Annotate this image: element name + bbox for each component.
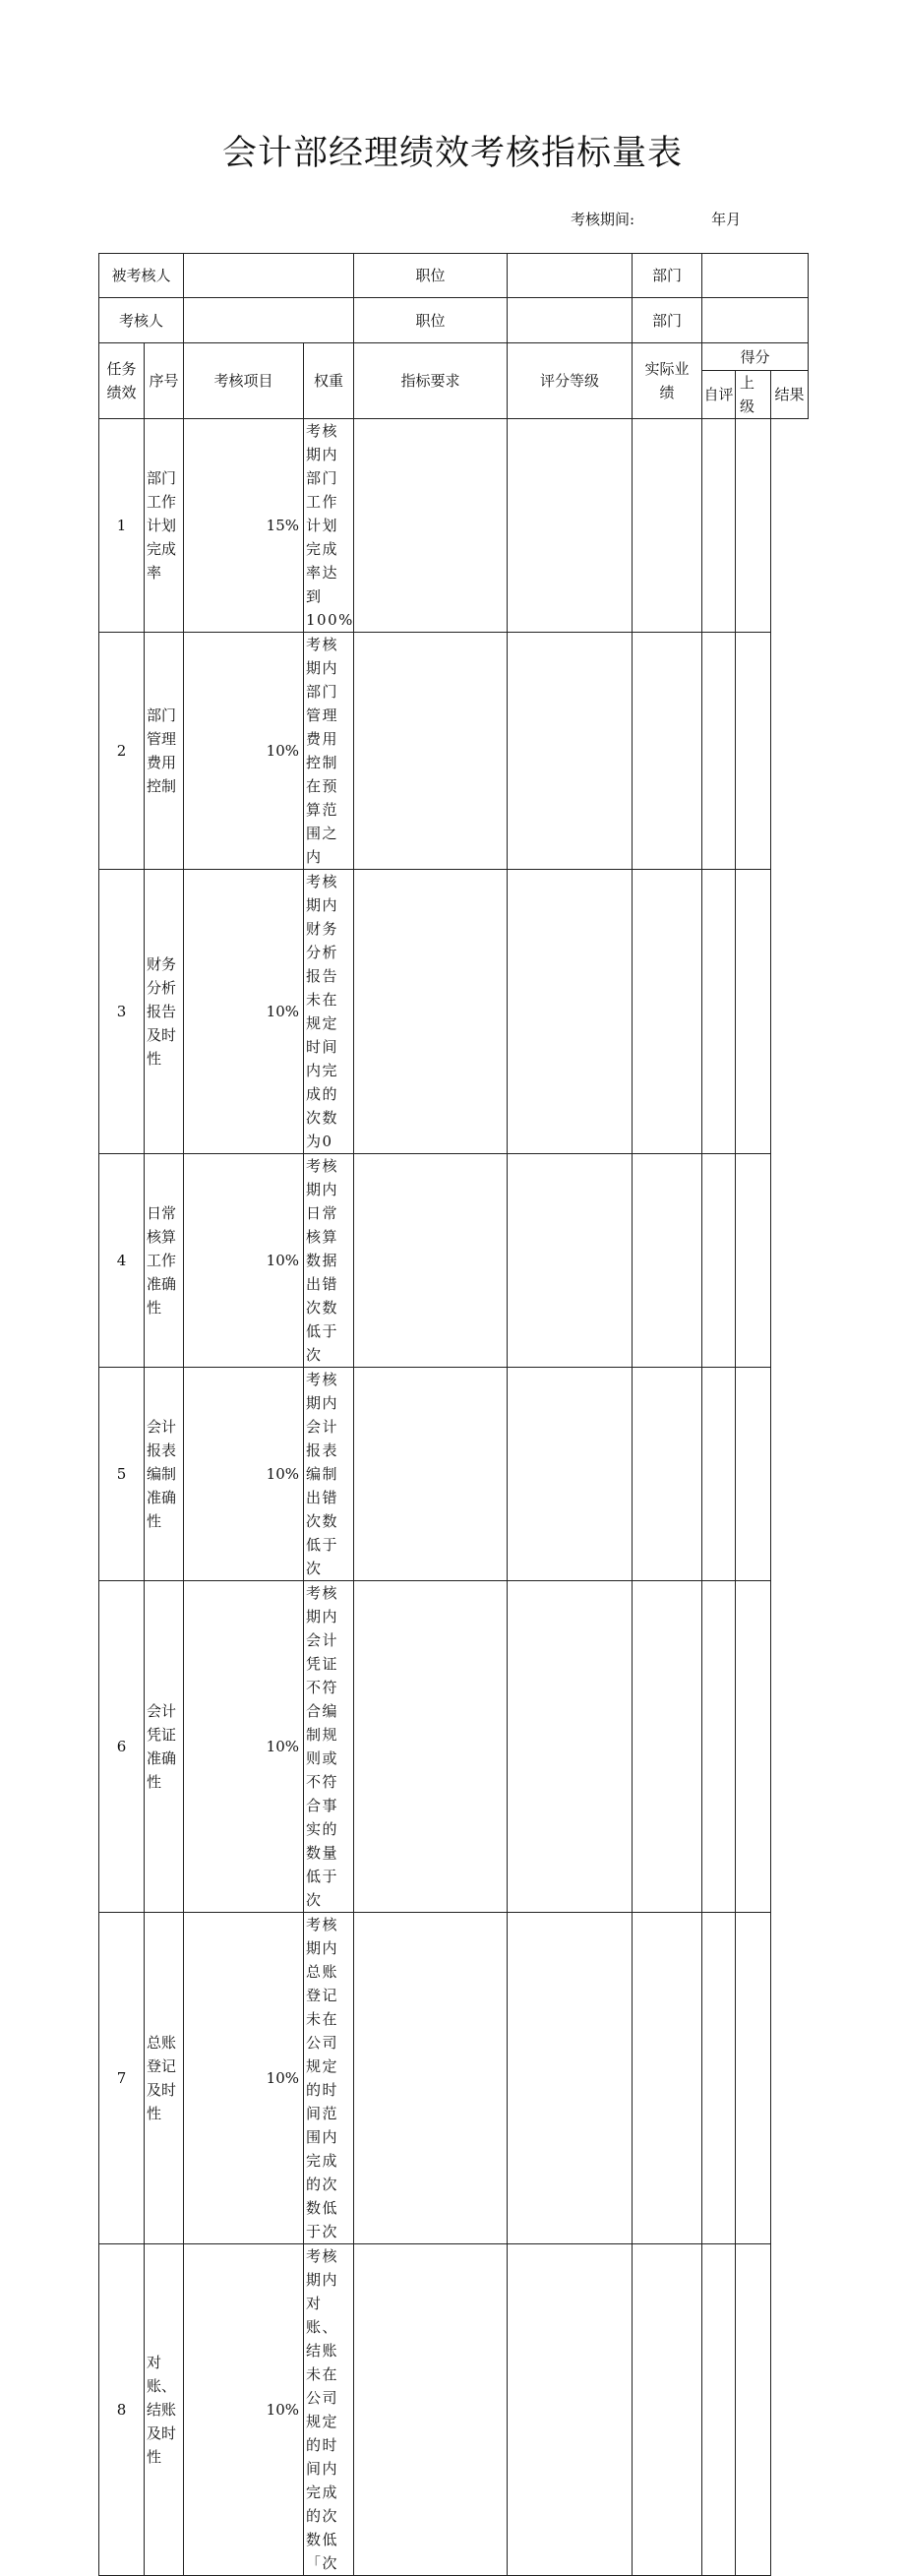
row-superior-score-cell[interactable]	[702, 1913, 736, 2244]
period-year-month: 年月	[711, 211, 742, 228]
row-requirement: 考核期内总账登记未在公司规定的时间范围内完成的次数低于次	[304, 1913, 354, 2244]
row-actual-cell[interactable]	[508, 870, 633, 1154]
assessee-label: 被考核人	[99, 254, 184, 298]
row-superior-score-cell[interactable]	[702, 1581, 736, 1913]
row-weight: 10%	[184, 1368, 304, 1581]
row-result-cell[interactable]	[736, 419, 771, 633]
row-superior-score-cell[interactable]	[702, 870, 736, 1154]
row-weight: 10%	[184, 633, 304, 870]
row-result-cell[interactable]	[736, 1913, 771, 2244]
row-result-cell[interactable]	[736, 2244, 771, 2576]
col-result: 结果	[771, 371, 809, 419]
column-header-row	[99, 343, 809, 371]
row-self-score-cell[interactable]	[633, 1154, 702, 1368]
col-self: 自评	[702, 371, 736, 419]
row-seq: 6	[99, 1581, 145, 1913]
col-grade: 评分等级	[508, 343, 633, 419]
row-actual-cell[interactable]	[508, 633, 633, 870]
row-superior-score-cell[interactable]	[702, 1368, 736, 1581]
row-item: 部门管理费用控制	[145, 633, 184, 870]
row-requirement: 考核期内对账、结账未在公司规定的时间内完成的次数低「次	[304, 2244, 354, 2576]
row-actual-cell[interactable]	[508, 1368, 633, 1581]
category-task-performance: 任务绩效	[99, 343, 145, 419]
row-superior-score-cell[interactable]	[702, 1154, 736, 1368]
assessee-department-cell[interactable]	[702, 254, 809, 298]
row-seq: 5	[99, 1368, 145, 1581]
assessee-row	[99, 254, 809, 298]
row-actual-cell[interactable]	[508, 1913, 633, 2244]
row-superior-score-cell[interactable]	[702, 633, 736, 870]
row-self-score-cell[interactable]	[633, 2244, 702, 2576]
row-result-cell[interactable]	[736, 1154, 771, 1368]
row-grade-cell[interactable]	[354, 1368, 508, 1581]
assessor-position-cell[interactable]	[508, 298, 633, 343]
row-weight: 10%	[184, 1581, 304, 1913]
period-label: 考核期间:	[571, 211, 635, 228]
row-item: 会计凭证准确性	[145, 1581, 184, 1913]
row-requirement: 考核期内日常核算数据出错次数低于次	[304, 1154, 354, 1368]
row-actual-cell[interactable]	[508, 1581, 633, 1913]
row-self-score-cell[interactable]	[633, 1913, 702, 2244]
row-superior-score-cell[interactable]	[702, 2244, 736, 2576]
col-item: 考核项目	[184, 343, 304, 419]
row-self-score-cell[interactable]	[633, 419, 702, 633]
row-actual-cell[interactable]	[508, 1154, 633, 1368]
row-weight: 10%	[184, 870, 304, 1154]
assessor-label: 考核人	[99, 298, 184, 343]
row-seq: 7	[99, 1913, 145, 2244]
row-seq: 8	[99, 2244, 145, 2576]
table-row	[99, 2244, 809, 2576]
row-result-cell[interactable]	[736, 870, 771, 1154]
row-result-cell[interactable]	[736, 633, 771, 870]
row-result-cell[interactable]	[736, 1368, 771, 1581]
row-item: 会计报表编制准确性	[145, 1368, 184, 1581]
row-requirement: 考核期内财务分析报告未在规定时间内完成的次数为0	[304, 870, 354, 1154]
row-seq: 3	[99, 870, 145, 1154]
row-item: 日常核算工作准确性	[145, 1154, 184, 1368]
row-requirement: 考核期内部门工作计划完成率达到100%	[304, 419, 354, 633]
assessee-position-cell[interactable]	[508, 254, 633, 298]
col-score: 得分	[702, 343, 809, 371]
table-row	[99, 1368, 809, 1581]
row-grade-cell[interactable]	[354, 1913, 508, 2244]
assessee-position-label: 职位	[354, 254, 508, 298]
row-seq: 2	[99, 633, 145, 870]
col-superior: 上级	[736, 371, 771, 419]
row-item: 总账登记及时性	[145, 1913, 184, 2244]
row-weight: 15%	[184, 419, 304, 633]
row-item: 对账、结账及时性	[145, 2244, 184, 2576]
assessor-department-label: 部门	[633, 298, 702, 343]
row-grade-cell[interactable]	[354, 419, 508, 633]
row-grade-cell[interactable]	[354, 1154, 508, 1368]
page-title: 会计部经理绩效考核指标量表	[221, 134, 683, 173]
row-result-cell[interactable]	[736, 1581, 771, 1913]
assessor-row	[99, 298, 809, 343]
row-grade-cell[interactable]	[354, 870, 508, 1154]
table-row	[99, 1581, 809, 1913]
col-actual: 实际业绩	[633, 343, 702, 419]
assessee-department-label: 部门	[633, 254, 702, 298]
row-item: 部门工作计划完成率	[145, 419, 184, 633]
assessor-position-label: 职位	[354, 298, 508, 343]
row-seq: 4	[99, 1154, 145, 1368]
kpi-table	[98, 253, 809, 2576]
row-seq: 1	[99, 419, 145, 633]
assessee-name-cell[interactable]	[184, 254, 354, 298]
assessment-period	[571, 209, 741, 229]
table-row	[99, 419, 809, 633]
row-self-score-cell[interactable]	[633, 1368, 702, 1581]
table-row	[99, 870, 809, 1154]
row-weight: 10%	[184, 2244, 304, 2576]
assessor-name-cell[interactable]	[184, 298, 354, 343]
row-grade-cell[interactable]	[354, 633, 508, 870]
row-superior-score-cell[interactable]	[702, 419, 736, 633]
assessor-department-cell[interactable]	[702, 298, 809, 343]
row-self-score-cell[interactable]	[633, 870, 702, 1154]
row-item: 财务分析报告及时性	[145, 870, 184, 1154]
row-requirement: 考核期内会计报表编制出错次数低于次	[304, 1368, 354, 1581]
row-actual-cell[interactable]	[508, 419, 633, 633]
table-row	[99, 633, 809, 870]
row-requirement: 考核期内会计凭证不符合编制规则或不符合事实的数量低于次	[304, 1581, 354, 1913]
row-actual-cell[interactable]	[508, 2244, 633, 2576]
row-weight: 10%	[184, 1154, 304, 1368]
col-seq: 序号	[145, 343, 184, 419]
row-grade-cell[interactable]	[354, 1581, 508, 1913]
row-requirement: 考核期内部门管理费用控制在预算范围之内	[304, 633, 354, 870]
table-row	[99, 1913, 809, 2244]
row-weight: 10%	[184, 1913, 304, 2244]
row-self-score-cell[interactable]	[633, 1581, 702, 1913]
col-weight: 权重	[304, 343, 354, 419]
table-row	[99, 1154, 809, 1368]
col-requirement: 指标要求	[354, 343, 508, 419]
row-grade-cell[interactable]	[354, 2244, 508, 2576]
row-self-score-cell[interactable]	[633, 633, 702, 870]
